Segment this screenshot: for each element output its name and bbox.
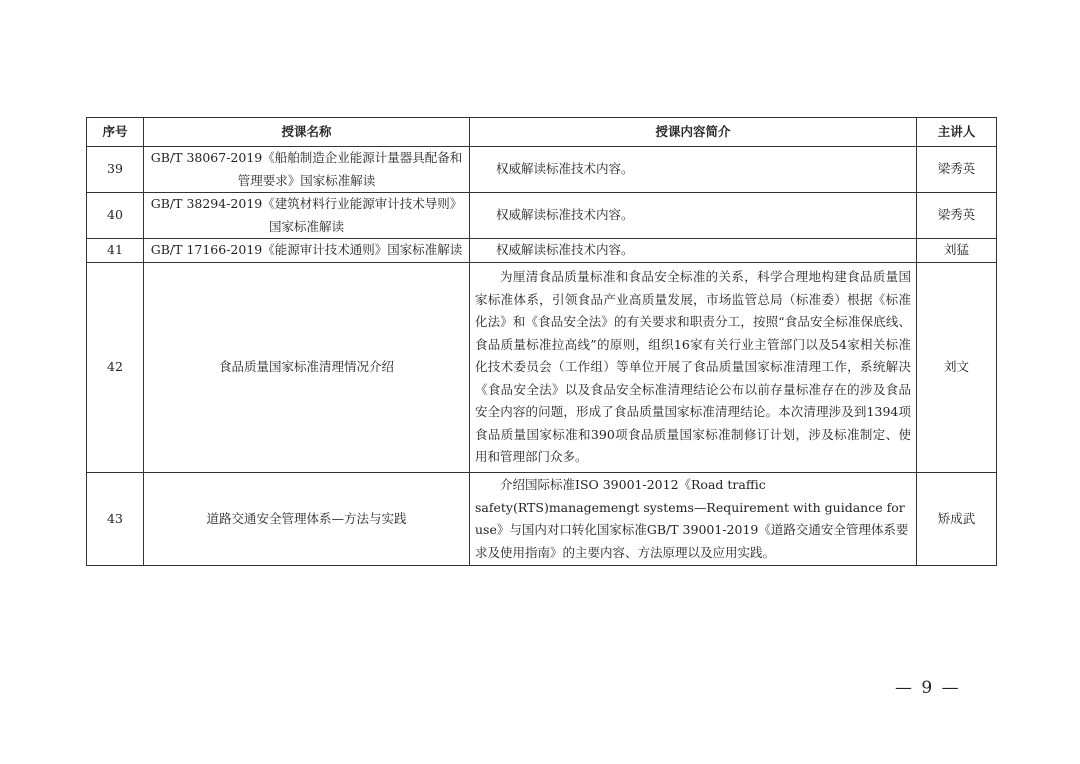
row-number: 41: [87, 239, 144, 263]
row-number: 40: [87, 193, 144, 239]
course-name: GB/T 17166-2019《能源审计技术通则》国家标准解读: [144, 239, 470, 263]
table-header-row: [87, 118, 997, 147]
row-number: 42: [87, 263, 144, 473]
table-row: [87, 473, 997, 566]
table-row: [87, 239, 997, 263]
course-name: GB/T 38067-2019《船舶制造企业能源计量器具配备和管理要求》国家标准解读: [144, 147, 470, 193]
header-desc: 授课内容简介: [470, 118, 917, 147]
course-name: 道路交通安全管理体系—方法与实践: [144, 473, 470, 566]
row-number: 39: [87, 147, 144, 193]
course-name: GB/T 38294-2019《建筑材料行业能源审计技术导则》国家标准解读: [144, 193, 470, 239]
table-row: [87, 263, 997, 473]
course-description: 介绍国际标准ISO 39001-2012《Road traffic safety(RTS)managemengt systems—Requirement with guidance for use》与国内对口转化国家标准GB/T 39001-2019《道路交通安全管理体系要求及使用指南》的主要内容、方法原理以及应用实践。: [470, 473, 917, 566]
speaker-name: 刘猛: [917, 239, 997, 263]
page-number: — 9 —: [895, 678, 961, 698]
speaker-name: 矫成武: [917, 473, 997, 566]
course-name: 食品质量国家标准清理情况介绍: [144, 263, 470, 473]
course-description: 权威解读标准技术内容。: [470, 239, 917, 263]
header-no: 序号: [87, 118, 144, 147]
speaker-name: 刘文: [917, 263, 997, 473]
row-number: 43: [87, 473, 144, 566]
header-speaker: 主讲人: [917, 118, 997, 147]
course-description: 权威解读标准技术内容。: [470, 193, 917, 239]
table-row: [87, 193, 997, 239]
speaker-name: 梁秀英: [917, 193, 997, 239]
course-description: 为厘清食品质量标准和食品安全标准的关系，科学合理地构建食品质量国家标准体系，引领食品产业高质量发展，市场监管总局（标准委）根据《标准化法》和《食品安全法》的有关要求和职责分工，按照“食品安全标准保底线、食品质量标准拉高线”的原则，组织16家有关行业主管部门以及54家相关标准化技术委员会（工作组）等单位开展了食品质量国家标准清理工作，系统解决《食品安全法》以及食品安全标准清理结论公布以前存量标准存在的涉及食品安全内容的问题，形成了食品质量国家标准清理结论。本次清理涉及到1394项食品质量国家标准和390项食品质量国家标准制修订计划，涉及标准制定、使用和管理部门众多。: [470, 263, 917, 473]
header-name: 授课名称: [144, 118, 470, 147]
course-description: 权威解读标准技术内容。: [470, 147, 917, 193]
course-table: [86, 117, 997, 566]
speaker-name: 梁秀英: [917, 147, 997, 193]
table-row: [87, 147, 997, 193]
